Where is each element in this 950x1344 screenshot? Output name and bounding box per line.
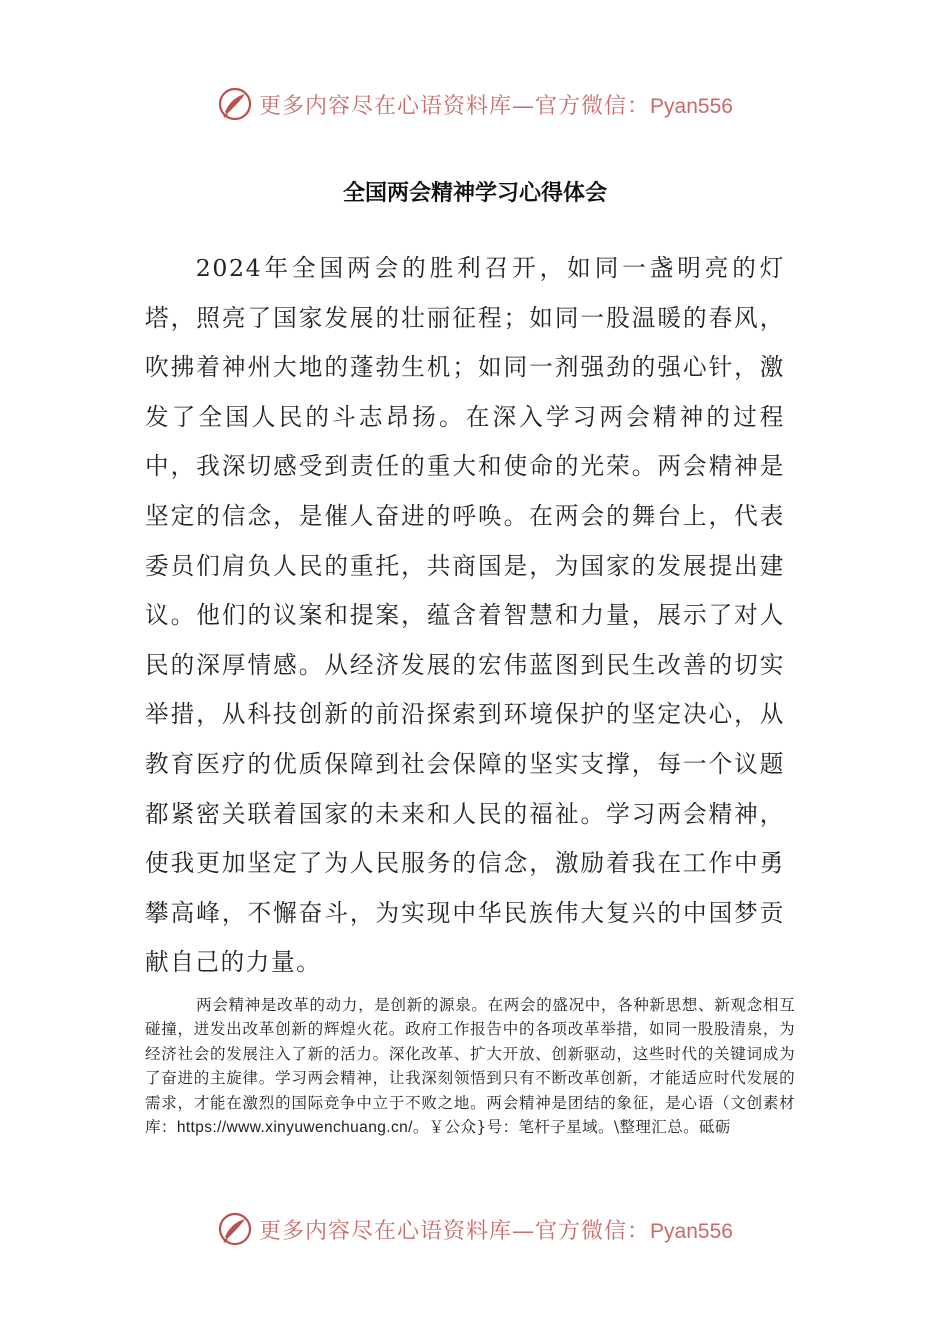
pen-logo-icon	[217, 1211, 253, 1247]
header-wechat-id: Pyan556	[650, 94, 733, 118]
page-title: 全国两会精神学习心得体会	[342, 181, 607, 206]
header-banner	[0, 82, 950, 126]
paragraph-2-text: 两会精神是改革的动力，是创新的源泉。在两会的盛况中，各种新思想、新观念相互碰撞，迸发出改革创新的辉煌火花。政府工作报告中的各项改革举措，如同一股股清泉，为经济社会的发展注入了新的活力。深化改革、扩大开放、创新驱动，这些时代的关键词成为了奋进的主旋律。学习两会精神，让我深刻领悟到只有不断改革创新，才能适应时代发展的需求，才能在激烈的国际竞争中立于不败之地。两会精神是团结的象征，是心语（文创素材库：	[145, 996, 795, 1137]
footer-banner-text	[259, 1214, 733, 1245]
paragraph-2-tail: 。￥公众}号：笔杆子星域。\整理汇总。砥砺	[412, 1118, 731, 1137]
header-banner-text	[259, 89, 733, 120]
footer-banner	[0, 1207, 950, 1251]
source-url-link[interactable]: https://www.xinyuwenchuang.cn/	[176, 1119, 413, 1137]
pen-logo-icon	[217, 86, 253, 122]
main-body	[145, 244, 785, 988]
footer-wechat-id: Pyan556	[650, 1219, 733, 1243]
paragraph-2	[145, 993, 795, 1140]
secondary-body	[145, 993, 795, 1140]
header-banner-label: 更多内容尽在心语资料库—官方微信：	[259, 93, 651, 119]
footer-banner-label: 更多内容尽在心语资料库—官方微信：	[259, 1218, 651, 1244]
paragraph-1: 2024年全国两会的胜利召开，如同一盏明亮的灯塔，照亮了国家发展的壮丽征程；如同一股温暖的春风，吹拂着神州大地的蓬勃生机；如同一剂强劲的强心针，激发了全国人民的斗志昂扬。在深入学习两会精神的过程中，我深切感受到责任的重大和使命的光荣。两会精神是坚定的信念，是催人奋进的呼唤。在两会的舞台上，代表委员们肩负人民的重托，共商国是，为国家的发展提出建议。他们的议案和提案，蕴含着智慧和力量，展示了对人民的深厚情感。从经济发展的宏伟蓝图到民生改善的切实举措，从科技创新的前沿探索到环境保护的坚定决心，从教育医疗的优质保障到社会保障的坚实支撑，每一个议题都紧密关联着国家的未来和人民的福祉。学习两会精神，使我更加坚定了为人民服务的信念，激励着我在工作中勇攀高峰，不懈奋斗，为实现中华民族伟大复兴的中国梦贡献自己的力量。	[145, 254, 785, 977]
